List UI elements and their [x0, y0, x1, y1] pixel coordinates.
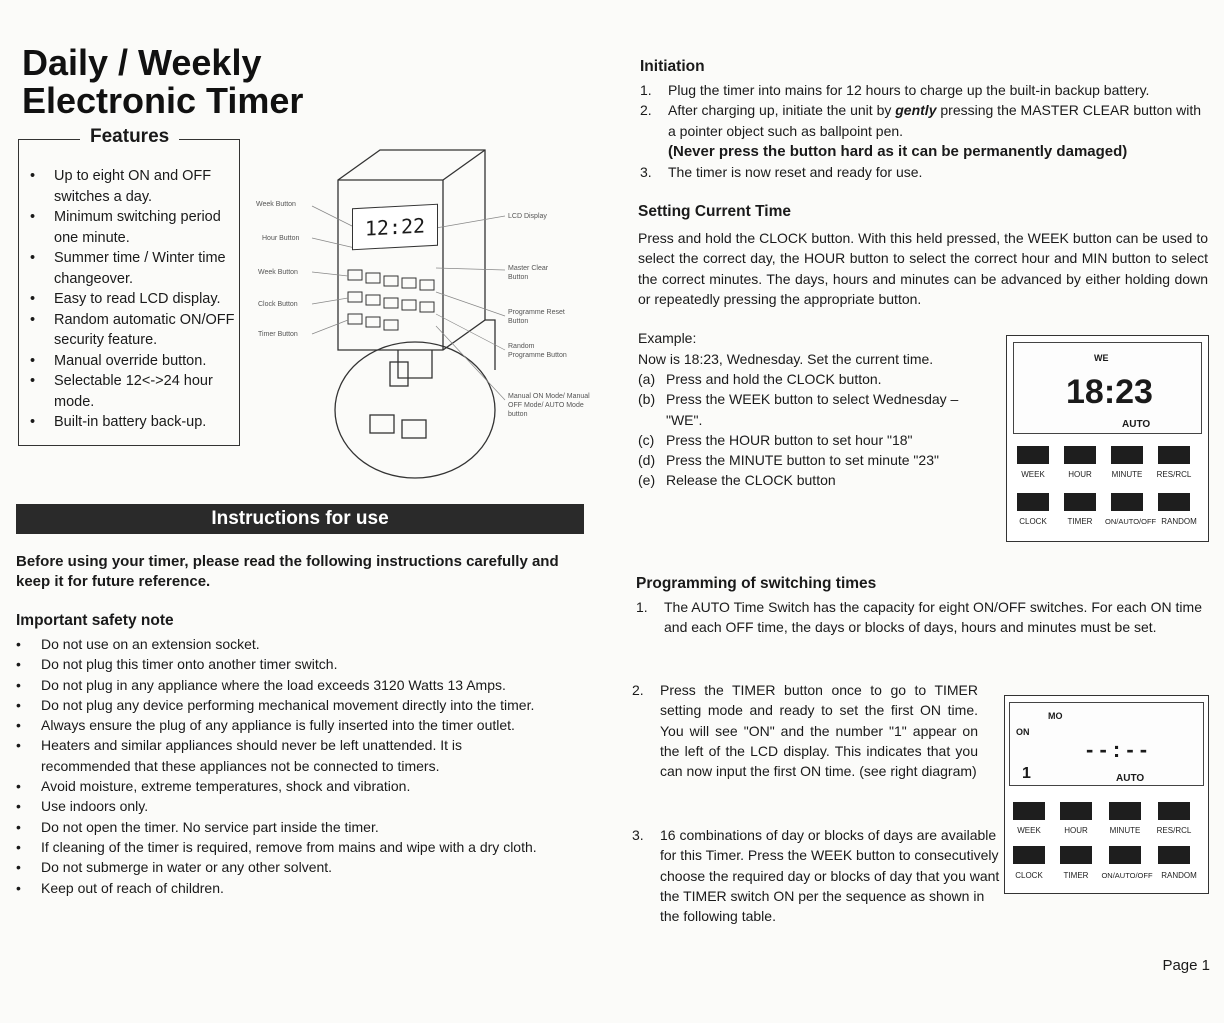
clock-key: [1013, 846, 1045, 864]
lcd-panel-timer: [1004, 695, 1209, 894]
initiation-step: 3. The timer is now reset and ready for use.: [640, 164, 923, 181]
feature-item: • Built-in battery back-up.: [22, 412, 237, 433]
example-steps: [638, 369, 978, 491]
safety-item: • Use indoors only.: [16, 796, 586, 816]
lcd-time: 18:23: [1066, 373, 1153, 411]
example-intro: Now is 18:23, Wednesday. Set the current time.: [638, 351, 934, 367]
instructions-bar: Instructions for use: [16, 504, 584, 534]
key-label: TIMER: [1067, 517, 1093, 526]
safety-item: • Avoid moisture, extreme temperatures, shock and vibration.: [16, 776, 586, 796]
page-number: Page 1: [1162, 957, 1210, 974]
minute-key: [1111, 446, 1143, 464]
key-label: HOUR: [1068, 470, 1092, 479]
week-key: [1013, 802, 1045, 820]
on-auto-off-key: [1109, 846, 1141, 864]
feature-item: • Minimum switching period one minute.: [22, 207, 237, 248]
diagram-label-lcd-display: LCD Display: [508, 213, 547, 220]
safety-item: • Do not plug this timer onto another timer switch.: [16, 654, 586, 674]
lcd-screen: [1013, 342, 1202, 434]
key-label: HOUR: [1064, 826, 1088, 835]
programming-step-1: [636, 597, 1202, 638]
key-label: RANDOM: [1161, 871, 1197, 880]
diagram-label-clock-button: Clock Button: [258, 301, 298, 308]
key-label: MINUTE: [1109, 826, 1141, 835]
features-heading: Features: [80, 126, 179, 148]
initiation-warning: (Never press the button hard as it can be permanently damaged): [668, 142, 1128, 160]
programming-step: 1. The AUTO Time Switch has the capacity for eight ON/OFF switches. For each ON time and each OFF time, the days or blocks of days, hours and minutes must be set.: [636, 599, 1202, 636]
title-line-2: Electronic Timer: [22, 80, 304, 121]
feature-item: • Manual override button.: [22, 351, 237, 372]
safety-item: • If cleaning of the timer is required, remove from mains and wipe with a dry cloth.: [16, 837, 566, 857]
diagram-label-week-button: Week Button: [256, 201, 296, 208]
feature-item: • Random automatic ON/OFF security feature.: [22, 310, 237, 351]
lcd-panel-example: [1006, 335, 1209, 542]
safety-item: • Heaters and similar appliances should never be left unattended. It is recommended that these appliances not be connected to timers.: [16, 735, 511, 776]
diagram-label-timer-button: Timer Button: [258, 331, 298, 338]
key-label: CLOCK: [1015, 871, 1043, 880]
clock-key: [1017, 493, 1049, 511]
safety-item: • Always ensure the plug of any appliance is fully inserted into the timer outlet.: [16, 715, 586, 735]
key-label: ON/AUTO/OFF: [1101, 871, 1153, 880]
initiation-step: 2. After charging up, initiate the unit by gently pressing the MASTER CLEAR button with a pointer object such as ballpoint pen. (Never press the button hard as it can be permanently damaged): [640, 102, 1202, 160]
diagram-label-random-programme: Random Programme Button: [508, 343, 567, 359]
setting-body: Press and hold the CLOCK button. With this held pressed, the WEEK button can be used to select the correct day, the HOUR button to select the correct hour and MIN button to select the correct minutes. The days, hours and minutes can be advanced by either holding down or repeatedly pressing the appropriate button.: [638, 230, 1208, 307]
safety-item: • Do not use on an extension socket.: [16, 634, 586, 654]
diagram-lcd-time: 12:22: [364, 213, 426, 241]
example-label: Example:: [638, 330, 697, 346]
minute-key: [1109, 802, 1141, 820]
diagram-label-hour-button: Hour Button: [262, 235, 300, 242]
lcd-time: - - : - -: [1086, 737, 1148, 762]
on-auto-off-key: [1111, 493, 1143, 511]
key-label: WEEK: [1017, 826, 1041, 835]
feature-item: • Easy to read LCD display.: [22, 289, 237, 310]
feature-item: • Selectable 12<->24 hour mode.: [22, 371, 237, 412]
key-label: TIMER: [1063, 871, 1089, 880]
timer-key: [1060, 846, 1092, 864]
hour-key: [1064, 446, 1096, 464]
example-step: (a) Press and hold the CLOCK button.: [638, 371, 882, 387]
programming-step: 2. Press the TIMER button once to go to TIMER setting mode and ready to set the first ON time. You will see "ON" and the number "1" appear on the left of the LCD display. This indicates that you can now input the first ON time. (see right diagram): [632, 682, 978, 780]
timer-key: [1064, 493, 1096, 511]
programming-step-2: [632, 680, 978, 781]
lcd-day: MO: [1048, 711, 1063, 721]
document-title: [22, 44, 303, 120]
key-label: RES/RCL: [1156, 470, 1192, 479]
lcd-screen: [1009, 702, 1204, 786]
random-key: [1158, 493, 1190, 511]
safety-heading: Important safety note: [16, 612, 174, 629]
key-label: ON/AUTO/OFF: [1105, 517, 1157, 526]
setting-heading: Setting Current Time: [638, 203, 792, 220]
title-line-1: Daily / Weekly: [22, 42, 262, 83]
diagram-label-master-clear: Master Clear Button: [508, 265, 549, 281]
key-label: RES/RCL: [1156, 826, 1192, 835]
timer-diagram: [250, 130, 600, 490]
example-step: (d) Press the MINUTE button to set minute "23": [638, 452, 939, 469]
initiation-step: 1. Plug the timer into mains for 12 hours to charge up the built-in backup battery.: [640, 82, 1150, 98]
safety-item: • Do not plug any device performing mechanical movement directly into the timer.: [16, 695, 586, 715]
lcd-program-number: 1: [1022, 765, 1031, 782]
res-rcl-key: [1158, 446, 1190, 464]
random-key: [1158, 846, 1190, 864]
safety-item: • Keep out of reach of children.: [16, 878, 586, 898]
key-label: CLOCK: [1019, 517, 1047, 526]
res-rcl-key: [1158, 802, 1190, 820]
lcd-on-indicator: ON: [1016, 727, 1030, 737]
features-list: [22, 166, 237, 433]
initiation-heading: Initiation: [640, 58, 705, 75]
instructions-intro: Before using your timer, please read the following instructions carefully and keep it for future reference.: [16, 553, 559, 590]
programming-step-3: [632, 825, 1032, 926]
safety-item: • Do not submerge in water or any other solvent.: [16, 857, 586, 877]
hour-key: [1060, 802, 1092, 820]
diagram-label-manual-mode: Manual ON Mode/ Manual OFF Mode/ AUTO Mode button: [508, 393, 590, 418]
programming-step: 3. 16 combinations of day or blocks of days are available for this Timer. Press the WEEK button to consecutively choose the required day or blocks of day that you want the TIMER switch ON per the sequence as shown in the following table.: [632, 827, 1000, 925]
lcd-mode: AUTO: [1116, 773, 1145, 784]
week-key: [1017, 446, 1049, 464]
example-step: (e) Release the CLOCK button: [638, 472, 836, 489]
key-label: WEEK: [1021, 470, 1045, 479]
example-step: (c) Press the HOUR button to set hour "18": [638, 431, 913, 448]
key-label: MINUTE: [1111, 470, 1143, 479]
lcd-day: WE: [1094, 353, 1109, 363]
feature-item: • Summer time / Winter time changeover.: [22, 248, 237, 289]
initiation-steps: [640, 80, 1208, 182]
safety-item: • Do not open the timer. No service part inside the timer.: [16, 817, 586, 837]
programming-heading: Programming of switching times: [636, 575, 877, 592]
key-label: RANDOM: [1161, 517, 1197, 526]
safety-item: • Do not plug in any appliance where the load exceeds 3120 Watts 13 Amps.: [16, 675, 586, 695]
diagram-label-week-button-2: Week Button: [258, 269, 298, 276]
lcd-mode: AUTO: [1122, 419, 1151, 430]
example-step: (b) Press the WEEK button to select Wednesday – "WE".: [638, 391, 959, 428]
diagram-label-programme-reset: Programme Reset Button: [508, 309, 565, 325]
diagram-lcd: [352, 204, 438, 251]
feature-item: • Up to eight ON and OFF switches a day.: [22, 166, 237, 207]
safety-list: [16, 634, 586, 898]
